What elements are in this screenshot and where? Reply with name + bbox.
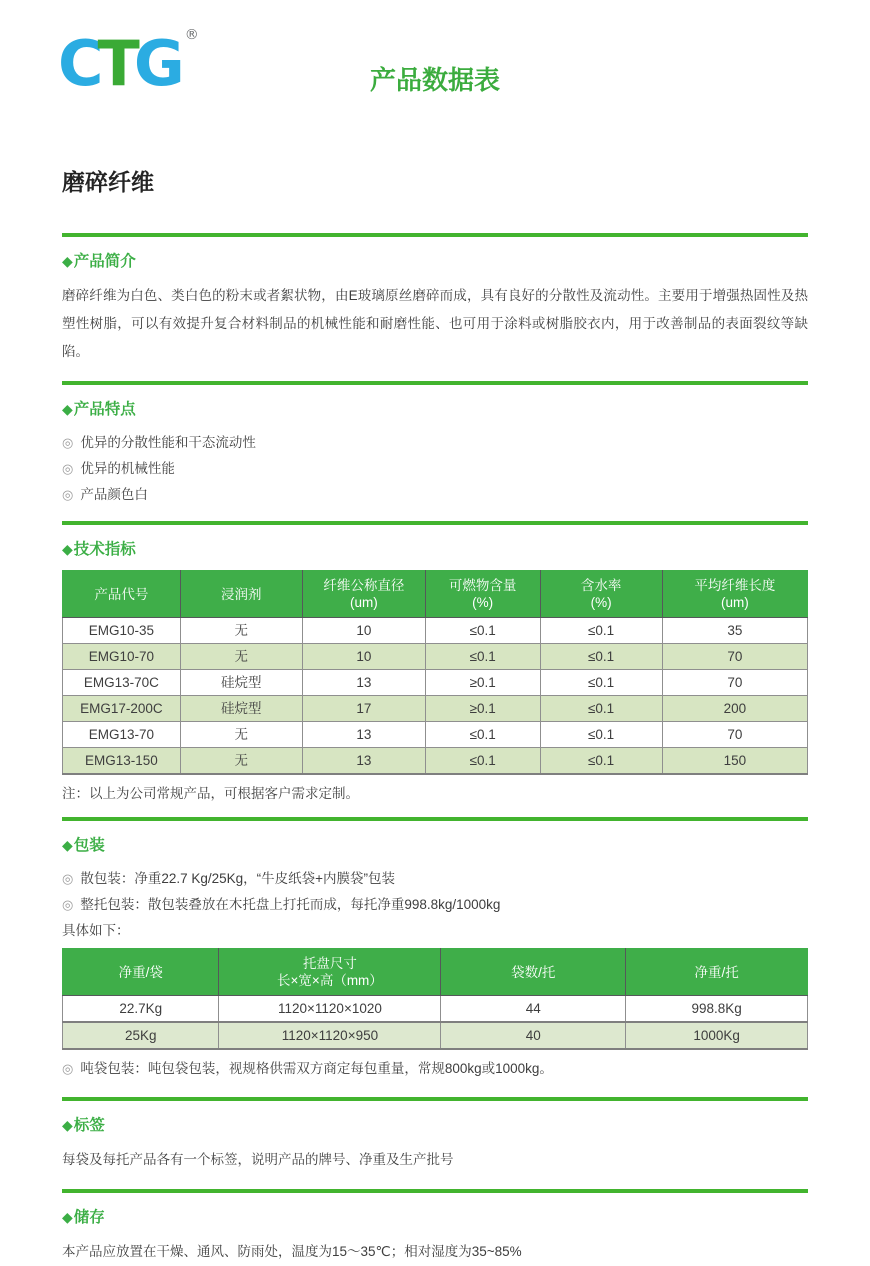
list-item [62,866,808,892]
section-heading-label: 产品特点 [73,401,136,418]
intro-paragraph: 磨碎纤维为白色、类白色的粉末或者絮状物，由E玻璃原丝磨碎而成，具有良好的分散性及流动性。主要用于增强热固性及热塑性树脂，可以有效提升复合材料制品的机械性能和耐磨性能、也可用于涂料或树脂胶衣内，用于改善制品的表面裂纹等缺陷。 [62,288,808,359]
table-cell: ≥0.1 [425,670,540,696]
table-cell: ≥0.1 [425,696,540,722]
table-cell: EMG13-70 [63,722,181,748]
list-item [62,892,808,918]
table-cell: 13 [302,670,425,696]
document-title: 产品数据表 [369,65,500,95]
circle-bullet-icon: ◎ [62,871,74,886]
table-cell: ≤0.1 [425,644,540,670]
packaging-text: 散包装：净重22.7 Kg/25Kg，“牛皮纸袋+内膜袋”包装 [80,871,396,886]
table-cell: 硅烷型 [180,670,302,696]
section-heading-features [62,398,808,421]
section-tech-specs [62,525,808,802]
table-cell: 200 [662,696,807,722]
table-cell: 10 [302,644,425,670]
table-cell: 无 [180,618,302,644]
tech-specs-table [62,570,808,775]
detail-label: 具体如下： [62,923,130,938]
section-heading-tech [62,538,808,561]
table-body [63,618,808,775]
storage-paragraph: 本产品应放置在干燥、通风、防雨处，温度为15～35℃；相对湿度为35~85% [62,1244,522,1259]
table-cell: 150 [662,748,807,775]
table-row [63,670,808,696]
section-heading-label [62,1114,808,1137]
section-label [62,1101,808,1174]
section-heading-label: 技术指标 [73,541,136,558]
logo-letter-t: T [97,27,134,100]
table-cell: 10 [302,618,425,644]
table-body [63,996,808,1050]
column-header: 浸润剂 [180,571,302,618]
table-cell: 无 [180,748,302,775]
section-heading-label: 产品简介 [73,253,136,270]
circle-bullet-icon: ◎ [62,461,74,476]
section-intro [62,237,808,366]
circle-bullet-icon: ◎ [62,1061,74,1076]
section-heading-packaging [62,834,808,857]
circle-bullet-icon: ◎ [62,487,74,502]
table-cell: 40 [441,1022,626,1049]
table-row [63,644,808,670]
table-cell: 998.8Kg [626,996,808,1023]
table-row [63,996,808,1023]
packaging-table [62,948,808,1050]
list-item [62,482,808,508]
diamond-icon: ◆ [62,541,73,557]
section-packaging [62,821,808,1082]
table-cell: EMG10-35 [63,618,181,644]
table-row [63,722,808,748]
table-cell: 1120×1120×950 [219,1022,441,1049]
table-cell: ≤0.1 [540,670,662,696]
label-paragraph: 每袋及每托产品各有一个标签，说明产品的牌号、净重及生产批号 [62,1152,454,1167]
table-cell: 22.7Kg [63,996,219,1023]
table-cell: ≤0.1 [425,618,540,644]
column-header: 净重/袋 [63,949,219,996]
table-header [63,949,808,996]
section-heading-label: 储存 [73,1209,105,1226]
table-cell: EMG13-150 [63,748,181,775]
table-cell: 无 [180,722,302,748]
product-title: 磨碎纤维 [62,169,154,195]
table-cell: 35 [662,618,807,644]
list-item [62,430,808,456]
section-heading-label: 包装 [73,837,105,854]
column-header: 托盘尺寸 长×宽×高（mm） [219,949,441,996]
table-cell: 13 [302,748,425,775]
table-cell: 70 [662,722,807,748]
column-header: 平均纤维长度 (um) [662,571,807,618]
table-row [63,748,808,775]
table-cell: 25Kg [63,1022,219,1049]
table-cell: 硅烷型 [180,696,302,722]
ctg-logo [58,27,199,100]
table-cell: ≤0.1 [540,644,662,670]
table-cell: ≤0.1 [540,618,662,644]
diamond-icon: ◆ [62,1117,73,1133]
feature-text: 优异的机械性能 [80,461,175,476]
packaging-text: 整托包装：散包装叠放在木托盘上打托而成，每托净重998.8kg/1000kg [80,897,501,912]
table-cell: ≤0.1 [425,748,540,775]
section-heading-storage [62,1206,808,1229]
circle-bullet-icon: ◎ [62,435,74,450]
diamond-icon: ◆ [62,401,73,417]
table-cell: EMG17-200C [63,696,181,722]
table-row [63,696,808,722]
table-row [63,618,808,644]
feature-text: 优异的分散性能和干态流动性 [80,435,256,450]
table-cell: ≤0.1 [540,748,662,775]
packaging-text: 吨袋包装：吨包袋包装，视规格供需双方商定每包重量，常规800kg或1000kg。 [80,1061,553,1076]
column-header: 产品代号 [63,571,181,618]
section-heading-label: 标签 [73,1117,105,1134]
diamond-icon: ◆ [62,253,73,269]
registered-trademark-icon: ® [184,27,199,43]
column-header: 净重/托 [626,949,808,996]
logo-letter-c: C [58,27,98,100]
logo-letter-g: G [133,27,179,100]
diamond-icon: ◆ [62,1209,73,1225]
table-cell: 44 [441,996,626,1023]
features-list [62,430,808,508]
table-cell: 无 [180,644,302,670]
table-row [63,1022,808,1049]
table-cell: ≤0.1 [425,722,540,748]
table-note: 注：以上为公司常规产品，可根据客户需求定制。 [62,786,359,801]
document-header [58,26,808,118]
list-item [62,1056,808,1082]
table-cell: 17 [302,696,425,722]
diamond-icon: ◆ [62,837,73,853]
table-cell: ≤0.1 [540,696,662,722]
section-storage [62,1193,808,1266]
column-header: 纤维公称直径 (um) [302,571,425,618]
section-heading-intro [62,250,808,273]
section-features [62,385,808,508]
column-header: 含水率 (%) [540,571,662,618]
table-header [63,571,808,618]
packaging-list [62,866,808,944]
circle-bullet-icon: ◎ [62,897,74,912]
list-item [62,456,808,482]
table-cell: 1000Kg [626,1022,808,1049]
feature-text: 产品颜色白 [80,487,148,502]
column-header: 可燃物含量 (%) [425,571,540,618]
table-cell: EMG10-70 [63,644,181,670]
table-cell: 1120×1120×1020 [219,996,441,1023]
table-cell: EMG13-70C [63,670,181,696]
table-cell: 70 [662,644,807,670]
column-header: 袋数/托 [441,949,626,996]
table-cell: ≤0.1 [540,722,662,748]
table-cell: 70 [662,670,807,696]
table-cell: 13 [302,722,425,748]
